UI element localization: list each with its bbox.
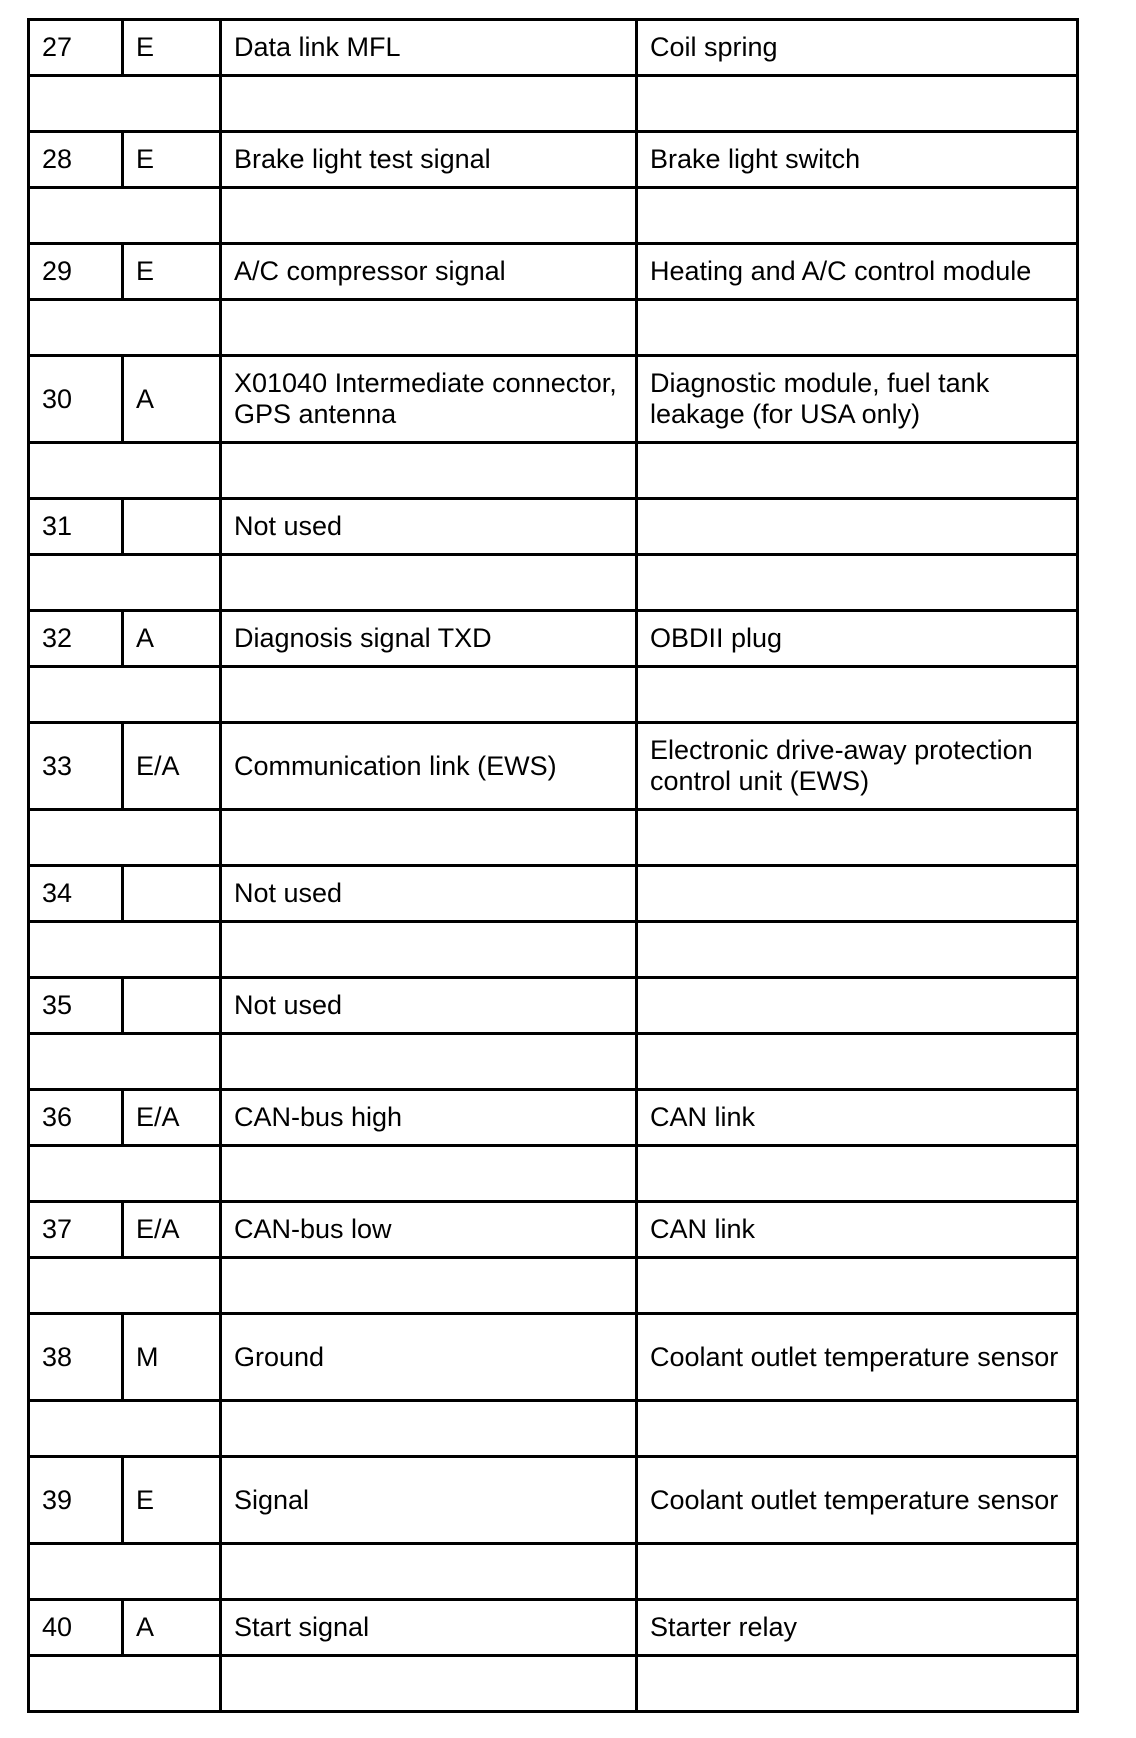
pin-number: 31 — [29, 499, 123, 555]
signal-type: A — [123, 356, 221, 443]
table-row — [29, 132, 1078, 188]
component-name: OBDII plug — [637, 611, 1078, 667]
table-row — [29, 1457, 1078, 1544]
component-name: Brake light switch — [637, 132, 1078, 188]
spacer-row — [29, 300, 1078, 356]
signal-description: Not used — [221, 978, 637, 1034]
signal-description: A/C compressor signal — [221, 244, 637, 300]
spacer-row — [29, 1401, 1078, 1457]
signal-description: Communication link (EWS) — [221, 723, 637, 810]
component-name: Heating and A/C control module — [637, 244, 1078, 300]
pin-number: 30 — [29, 356, 123, 443]
signal-description: Brake light test signal — [221, 132, 637, 188]
signal-type: A — [123, 1600, 221, 1656]
signal-type — [123, 978, 221, 1034]
signal-type: E — [123, 1457, 221, 1544]
signal-description: Diagnosis signal TXD — [221, 611, 637, 667]
spacer-row — [29, 443, 1078, 499]
signal-type: E — [123, 132, 221, 188]
signal-description: Not used — [221, 866, 637, 922]
pin-number: 36 — [29, 1090, 123, 1146]
pin-number: 39 — [29, 1457, 123, 1544]
signal-description: CAN-bus low — [221, 1202, 637, 1258]
pin-assignment-table — [27, 18, 1079, 1713]
component-name: CAN link — [637, 1090, 1078, 1146]
signal-description: X01040 Intermediate connector, GPS antenna — [221, 356, 637, 443]
table-row — [29, 20, 1078, 76]
spacer-row — [29, 1656, 1078, 1712]
component-name: Coil spring — [637, 20, 1078, 76]
signal-description: Not used — [221, 499, 637, 555]
pin-number: 32 — [29, 611, 123, 667]
signal-type: M — [123, 1314, 221, 1401]
pin-number: 29 — [29, 244, 123, 300]
signal-type — [123, 866, 221, 922]
table-row — [29, 244, 1078, 300]
signal-description: Data link MFL — [221, 20, 637, 76]
signal-type: A — [123, 611, 221, 667]
component-name — [637, 499, 1078, 555]
signal-type: E — [123, 20, 221, 76]
pin-number: 40 — [29, 1600, 123, 1656]
spacer-row — [29, 1258, 1078, 1314]
signal-type: E — [123, 244, 221, 300]
signal-type: E/A — [123, 1090, 221, 1146]
component-name: CAN link — [637, 1202, 1078, 1258]
spacer-row — [29, 810, 1078, 866]
pin-number: 38 — [29, 1314, 123, 1401]
table-row — [29, 1314, 1078, 1401]
table-row — [29, 1090, 1078, 1146]
table-row — [29, 611, 1078, 667]
table-row — [29, 866, 1078, 922]
component-name: Electronic drive-away protection control unit (EWS) — [637, 723, 1078, 810]
component-name: Coolant outlet temperature sensor — [637, 1457, 1078, 1544]
signal-description: CAN-bus high — [221, 1090, 637, 1146]
table-row — [29, 1202, 1078, 1258]
signal-type: E/A — [123, 723, 221, 810]
component-name — [637, 978, 1078, 1034]
pin-number: 35 — [29, 978, 123, 1034]
pin-number: 34 — [29, 866, 123, 922]
component-name: Diagnostic module, fuel tank leakage (for USA only) — [637, 356, 1078, 443]
spacer-row — [29, 667, 1078, 723]
pin-number: 37 — [29, 1202, 123, 1258]
signal-type: E/A — [123, 1202, 221, 1258]
table-row — [29, 1600, 1078, 1656]
component-name: Coolant outlet temperature sensor — [637, 1314, 1078, 1401]
spacer-row — [29, 555, 1078, 611]
signal-type — [123, 499, 221, 555]
table-row — [29, 356, 1078, 443]
spacer-row — [29, 76, 1078, 132]
signal-description: Ground — [221, 1314, 637, 1401]
component-name: Starter relay — [637, 1600, 1078, 1656]
signal-description: Start signal — [221, 1600, 637, 1656]
spacer-row — [29, 1544, 1078, 1600]
spacer-row — [29, 922, 1078, 978]
signal-description: Signal — [221, 1457, 637, 1544]
component-name — [637, 866, 1078, 922]
spacer-row — [29, 1146, 1078, 1202]
table-row — [29, 978, 1078, 1034]
pin-number: 33 — [29, 723, 123, 810]
spacer-row — [29, 1034, 1078, 1090]
table-row — [29, 723, 1078, 810]
pin-number: 28 — [29, 132, 123, 188]
spacer-row — [29, 188, 1078, 244]
pin-number: 27 — [29, 20, 123, 76]
table-row — [29, 499, 1078, 555]
